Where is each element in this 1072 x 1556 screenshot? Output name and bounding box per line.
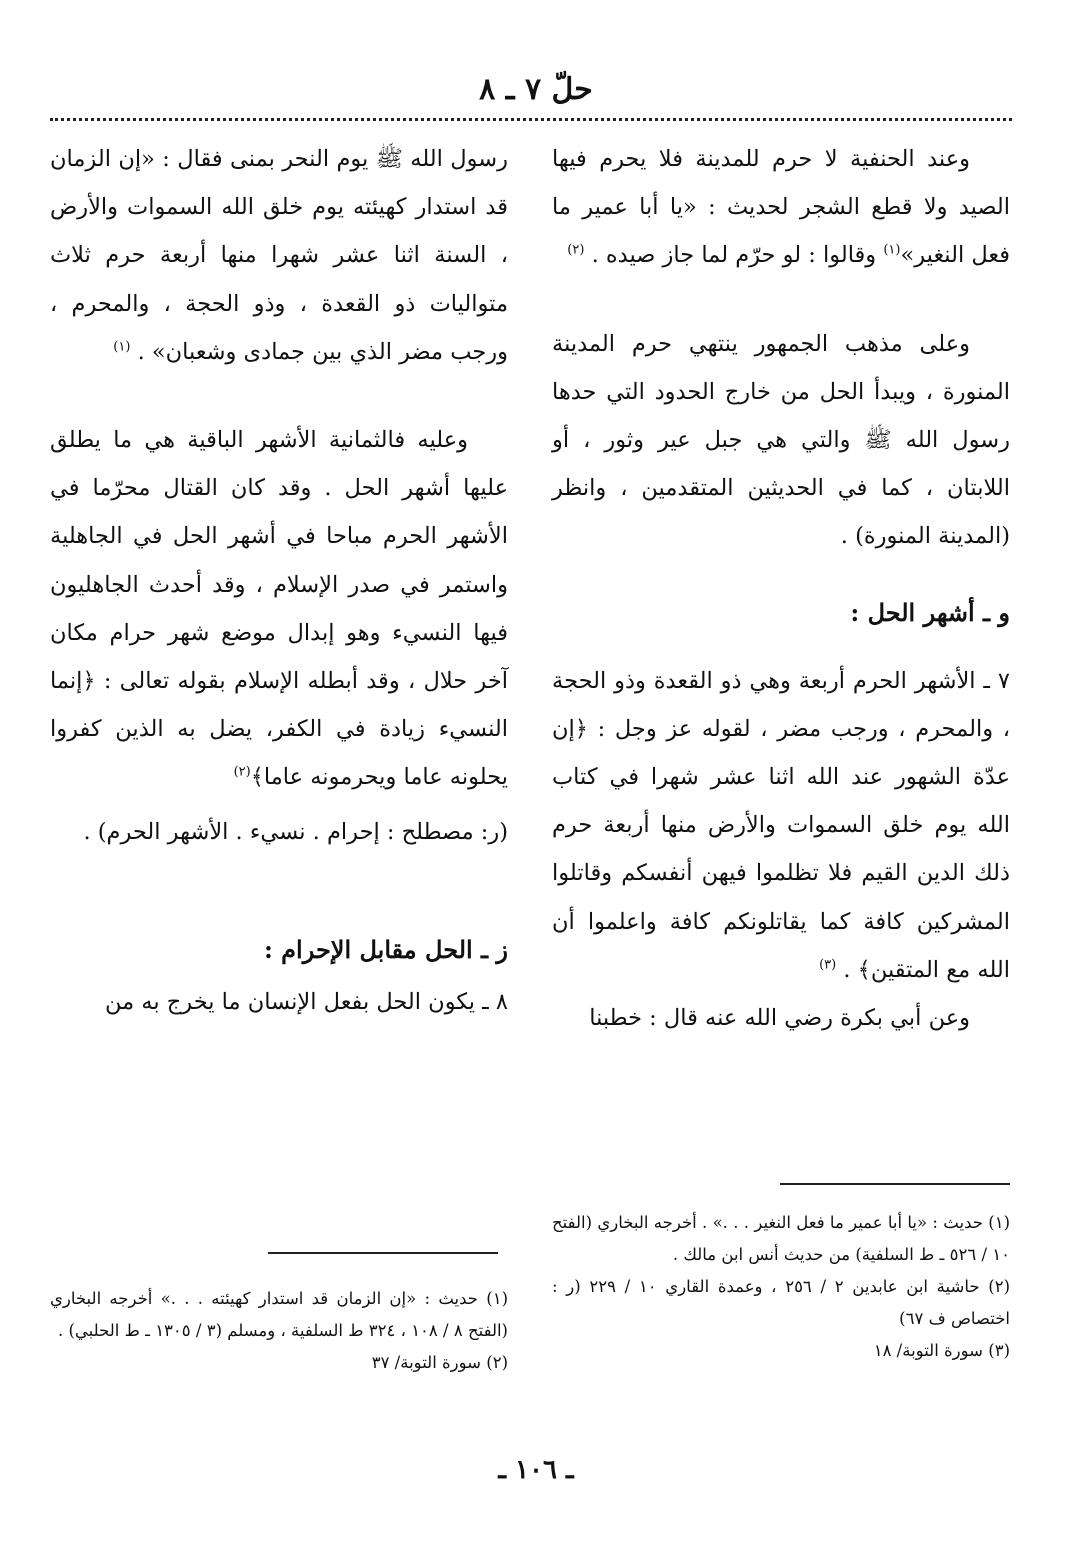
footnote-3: (٣) سورة التوبة/ ١٨ xyxy=(873,1341,1010,1360)
cross-reference: (ر: مصطلح : إحرام . نسيء . الأشهر الحرم) . xyxy=(83,818,508,845)
footnote-1: (١) حديث : «إن الزمان قد استدار كهيئته . . .» أخرجه البخاري (الفتح ٨ / ١٠٨ ، ٣٢٤ ط السلفية ، ومسلم (٣ / ١٣٠٥ ـ ط الحلبي) . xyxy=(50,1289,508,1340)
paragraph-hadith-continuation xyxy=(50,135,508,376)
paragraph-text: وعند الحنفية لا حرم للمدينة فلا يحرم فيها الصيد ولا قطع الشجر لحديث : «يا أبا عمير ما فعل النغير» xyxy=(552,146,1010,269)
page-number: ـ ١٠٦ ـ xyxy=(498,1455,574,1485)
footnote-ref: (٣) xyxy=(819,957,837,973)
paragraph-hanafi-view xyxy=(552,135,1010,280)
header-dotted-rule xyxy=(50,118,1012,121)
left-column xyxy=(50,135,508,1445)
section-heading-zay: ز ـ الحل مقابل الإحرام : xyxy=(263,934,508,964)
paragraph-text: وقالوا : لو حرّم لما جاز صيده . xyxy=(591,242,884,269)
footnote-ref: (٢) xyxy=(567,242,585,258)
footnote-ref: (١) xyxy=(883,242,901,258)
paragraph-text: رسول الله ﷺ يوم النحر بمنى فقال : «إن الزمان قد استدار كهيئته يوم خلق الله السموات والأرض ، السنة اثنا عشر شهرا منها أربعة حرم ثلاث متواليات ذو القعدة ، وذو الحجة ، والمحرم ، ورجب مضر الذي بين جمادى وشعبان» . xyxy=(50,146,508,365)
paragraph-text: وعليه فالثمانية الأشهر الباقية هي ما يطلق عليها أشهر الحل . وقد كان القتال محرّما في الأشهر الحرم مباحا في أشهر الحل في الجاهلية واستمر في صدر الإسلام ، وقد أحدث الجاهليون فيها النسيء وهو إبدال موضع شهر حرام مكان آخر حلال ، وقد أبطله الإسلام بقوله تعالى : ﴿إنما النسيء زيادة في الكفر، يضل به الذين كفروا يحلونه عاما ويحرمونه عاما﴾ xyxy=(50,427,508,791)
footnote-2: (٢) حاشية ابن عابدين ٢ / ٢٥٦ ، وعمدة القاري ١٠ / ٢٢٩ (ر : اختصاص ف ٦٧) xyxy=(552,1277,1010,1328)
paragraph-majority-view: وعلى مذهب الجمهور ينتهي حرم المدينة المنورة ، ويبدأ الحل من خارج الحدود التي حدها رسول الله ﷺ والتي هي جبل عير وثور ، أو اللابتان ، كما في الحديثين المتقدمين ، وانظر (المدينة المنورة) . xyxy=(552,330,1010,550)
paragraph-text: ٧ ـ الأشهر الحرم أربعة وهي ذو القعدة وذو الحجة ، والمحرم ، ورجب مضر ، لقوله عز وجل : ﴿إن عدّة الشهور عند الله اثنا عشر شهرا في كتاب الله يوم خلق السموات والأرض منها أربعة حرم ذلك الدين القيم فلا تظلموا فيهن أنفسكم وقاتلوا المشركين كافة كما يقاتلونكم كافة واعلموا أن الله مع المتقين﴾ . xyxy=(552,667,1010,983)
footnote-rule-right xyxy=(780,1183,1010,1185)
paragraph-item-8: ٨ ـ يكون الحل بفعل الإنسان ما يخرج به من xyxy=(104,988,508,1015)
running-header: حلّ ٧ ـ ٨ xyxy=(479,72,593,107)
footnote-2: (٢) سورة التوبة/ ٣٧ xyxy=(371,1353,508,1372)
footnotes-left xyxy=(50,1283,508,1379)
footnotes-right xyxy=(552,1207,1010,1367)
paragraph-abi-bakra: وعن أبي بكرة رضي الله عنه قال : خطبنا xyxy=(589,1005,970,1032)
section-heading-waw: و ـ أشهر الحل : xyxy=(850,597,1010,627)
paragraph-months-of-hill xyxy=(50,416,508,802)
footnote-ref: (١) xyxy=(113,339,131,355)
footnote-rule-left xyxy=(268,1252,498,1254)
footnote-1: (١) حديث : «يا أبا عمير ما فعل النغير . . .» . أخرجه البخاري (الفتح ١٠ / ٥٢٦ ـ ط السلفية) من حديث أنس ابن مالك . xyxy=(552,1213,1010,1264)
footnote-ref: (٢) xyxy=(233,764,251,780)
paragraph-item-7 xyxy=(552,657,1010,994)
